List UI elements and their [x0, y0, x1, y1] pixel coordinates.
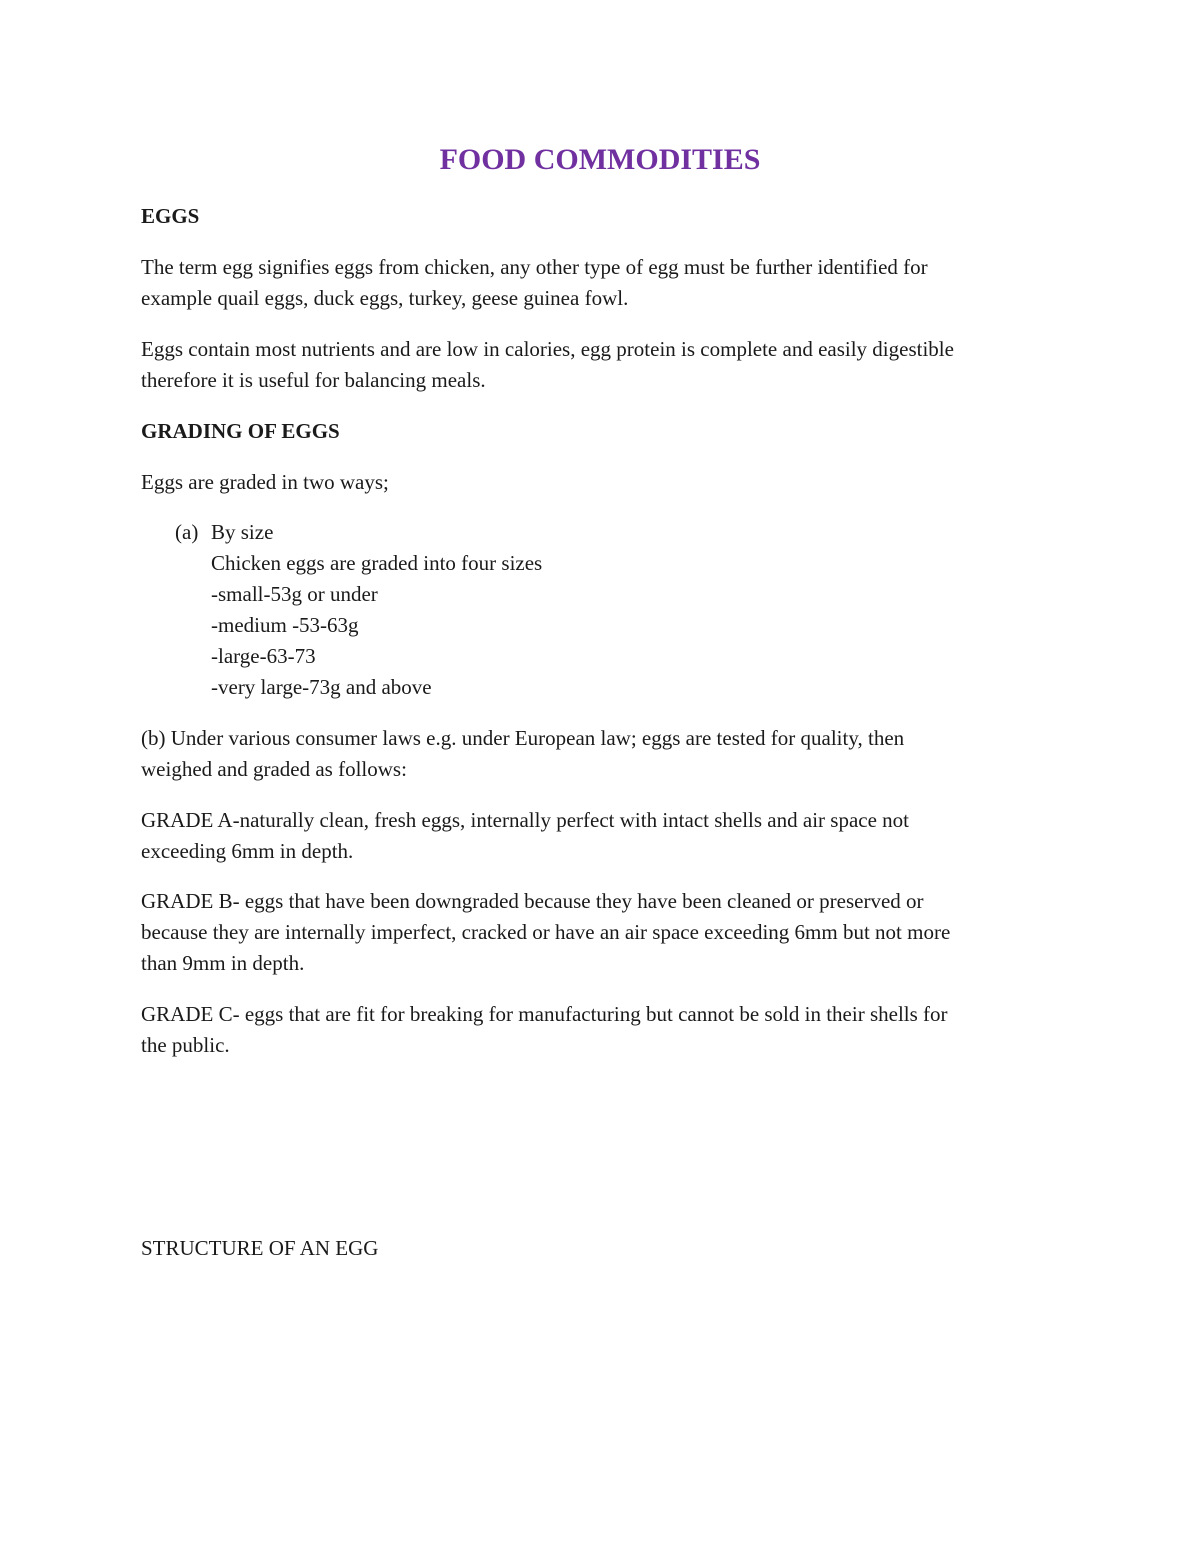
paragraph-consumer-laws: [141, 723, 1061, 785]
paragraph-egg-nutrients: [141, 334, 1061, 396]
paragraph-egg-definition: [141, 252, 1061, 314]
paragraph-line: because they are internally imperfect, cracked or have an air space exceeding 6mm but not more: [141, 920, 951, 944]
section-heading-eggs: EGGS: [141, 204, 200, 228]
list-item-line: -very large-73g and above: [211, 675, 432, 699]
paragraph-line: therefore it is useful for balancing meals.: [141, 368, 486, 392]
paragraph-grade-b: [141, 886, 1061, 979]
paragraph-line: the public.: [141, 1033, 230, 1057]
paragraph-grade-c: [141, 999, 1061, 1061]
paragraph-line: The term egg signifies eggs from chicken, any other type of egg must be further identified for: [141, 255, 928, 279]
paragraph-line: weighed and graded as follows:: [141, 757, 407, 781]
list-item-label-a: (a): [175, 520, 199, 544]
list-item-title: By size: [211, 520, 274, 544]
section-heading-structure: STRUCTURE OF AN EGG: [141, 1236, 379, 1260]
paragraph-line: than 9mm in depth.: [141, 951, 305, 975]
paragraph-line: Eggs contain most nutrients and are low in calories, egg protein is complete and easily digestible: [141, 337, 954, 361]
paragraph-line: exceeding 6mm in depth.: [141, 839, 354, 863]
paragraph-grade-a: [141, 805, 1061, 867]
paragraph-line: GRADE B- eggs that have been downgraded because they have been cleaned or preserved or: [141, 889, 924, 913]
paragraph-line: GRADE C- eggs that are fit for breaking for manufacturing but cannot be sold in their shells for: [141, 1002, 948, 1026]
list-item-line: -medium -53-63g: [211, 613, 359, 637]
paragraph-line: GRADE A-naturally clean, fresh eggs, internally perfect with intact shells and air space not: [141, 808, 909, 832]
list-item-line: Chicken eggs are graded into four sizes: [211, 551, 543, 575]
section-heading-grading: GRADING OF EGGS: [141, 419, 340, 443]
list-item-line: -large-63-73: [211, 644, 316, 668]
paragraph-line: (b) Under various consumer laws e.g. under European law; eggs are tested for quality, then: [141, 726, 905, 750]
grading-intro: Eggs are graded in two ways;: [141, 470, 389, 494]
list-item-line: -small-53g or under: [211, 582, 378, 606]
page-title: FOOD COMMODITIES: [439, 143, 761, 176]
list-item-size-grading: [211, 517, 542, 703]
paragraph-line: example quail eggs, duck eggs, turkey, geese guinea fowl.: [141, 286, 629, 310]
